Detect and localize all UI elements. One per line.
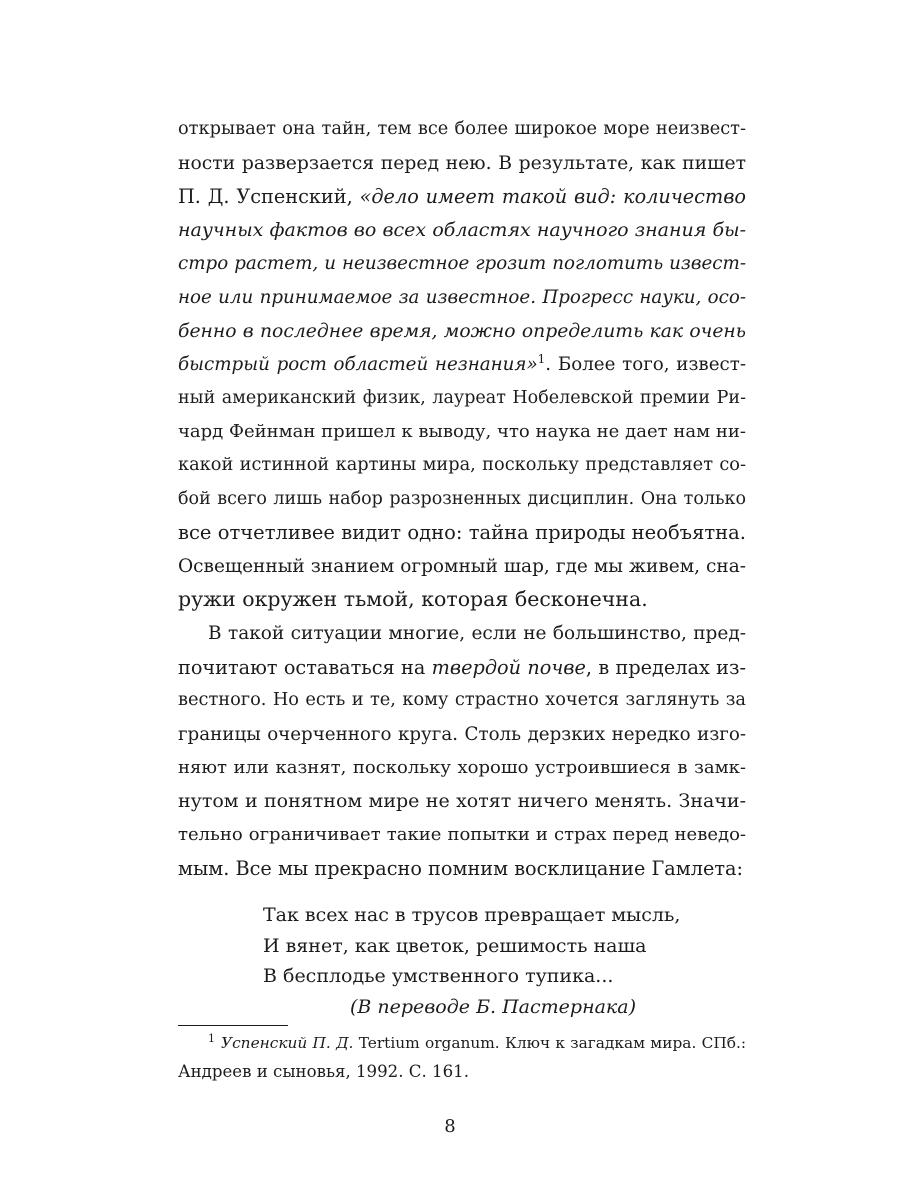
footnote (178, 1030, 746, 1085)
poem-line: Так всех нас в трусов превращает мысль, (263, 904, 681, 926)
emphasis-segment: твердой почве (431, 655, 586, 679)
text-line: няют или казнят, поскольку хорошо устроившиеся в замк- (178, 757, 746, 779)
text-line: ружи окружен тьмой, которая бесконечна. (178, 587, 648, 612)
text-line: нутом и понятном мире не хотят ничего менять. Значи- (178, 789, 746, 812)
poem-attribution: (В переводе Б. Пастернака) (349, 996, 636, 1018)
text-segment: П. Д. Успенский, (178, 185, 353, 209)
quote-line: стро растет, и неизвестное грозит поглотить извест- (178, 253, 746, 275)
footnote-divider (178, 1025, 288, 1026)
footnote-ref: 1 (537, 352, 546, 367)
text-segment: , в пределах из- (585, 655, 747, 679)
text-line: В такой ситуации многие, если не большинство, пред- (208, 622, 746, 644)
text-line (178, 180, 746, 214)
text-line (178, 348, 746, 382)
footnote-line: Андреев и сыновья, 1992. С. 161. (178, 1061, 469, 1081)
text-line (178, 651, 746, 685)
text-line: бой всего лишь набор разрозненных дисциплин. Она только (178, 488, 746, 509)
quote-segment: быстрый рост областей незнания» (178, 354, 538, 376)
text-line: вестного. Но есть и те, кому страстно хочется заглянуть за (178, 690, 746, 711)
page-number: 8 (444, 1116, 456, 1137)
text-line: тельно ограничивает такие попытки и страх перед неведо- (178, 824, 746, 846)
quote-segment: «дело имеет такой вид: количество (359, 185, 747, 209)
quote-line: бенно в последнее время, можно определить как очень (178, 320, 746, 342)
text-line: все отчетливее видит одно: тайна природы необъятна. (178, 521, 746, 545)
quote-line: ное или принимаемое за известное. Прогресс науки, осо- (178, 286, 746, 308)
footnote-line (178, 1030, 746, 1058)
poem-quote (263, 900, 703, 992)
main-text (178, 113, 746, 886)
text-segment: . Более того, извест- (545, 354, 746, 376)
text-line: чард Фейнман пришел к выводу, что наука не дает нам ни- (178, 421, 746, 443)
text-line: ности разверзается перед нею. В результате, как пишет (178, 152, 746, 174)
text-line: мым. Все мы прекрасно помним восклицание Гамлета: (178, 857, 743, 881)
poem-line: И вянет, как цветок, решимость наша (263, 934, 647, 957)
text-line: Освещенный знанием огромный шар, где мы живем, сна- (178, 555, 746, 577)
poem-line: В бесплодье умственного тупика... (263, 965, 614, 988)
text-segment: почитают оставаться на (178, 655, 426, 679)
footnote-author: Успенский П. Д. (221, 1034, 354, 1052)
text-line: открывает она тайн, тем все более широкое море неизвест- (178, 119, 746, 139)
text-line: какой истинной картины мира, поскольку представляет со- (178, 454, 746, 475)
text-line: ный американский физик, лауреат Нобелевской премии Ри- (178, 387, 746, 408)
text-line: границы очерченного круга. Столь дерзких нередко изго- (178, 723, 746, 745)
footnote-text: Tertium organum. Ключ к загадкам мира. СПб.: (358, 1034, 746, 1052)
quote-line: научных фактов во всех областях научного знания бы- (178, 218, 746, 241)
footnote-mark: 1 (208, 1031, 215, 1045)
